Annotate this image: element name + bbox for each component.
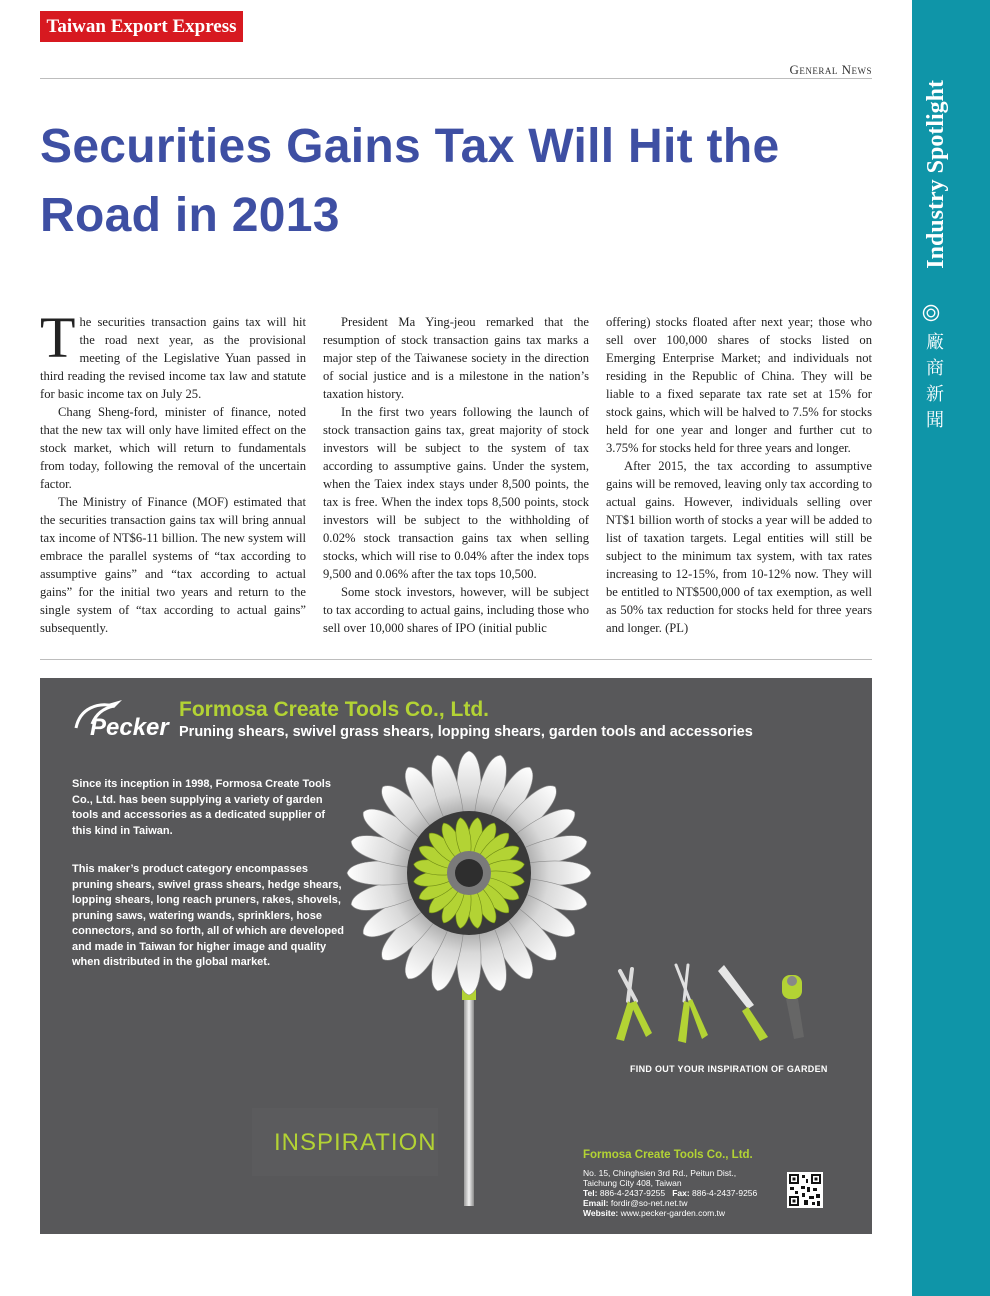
article-paragraph: In the first two years following the launch of stock transaction gains tax, great majority of stock investors will be subject to the system of tax according to assumptive gains. Under the system, when the Taiex index stays under 8,500 points, the tax is free. When the index tops 8,500 points, stock investors will be subject to the withholding of 0.02% stock transaction gains tax when selling stocks, which will rise to 0.04% after the index tops 9,500 and 0.06% after the tax tops 10,500. <box>323 405 589 581</box>
header-divider <box>40 78 872 79</box>
ad-paragraph: Since its inception in 1998, Formosa Create Tools Co., Ltd. has been supplying a variety of garden tools and accessories as a dedicated supplier of this kind in Taiwan. <box>72 778 331 837</box>
ad-paragraph: This maker’s product category encompasses pruning shears, swivel grass shears, hedge shears, lopping shears, long reach pruners, rakes, shovels, pruning saws, watering wands, sprinklers, hose connectors, and so forth, all of which are developed and made in Taiwan for higher image and quality when distributed in the global market. <box>72 863 344 968</box>
article-column-2 <box>323 313 589 637</box>
sidebar-cjk-char: 新 <box>926 384 944 405</box>
publication-badge: Taiwan Export Express <box>40 11 243 42</box>
sidebar-cjk-char: 廠 <box>926 332 944 353</box>
sidebar-cjk-char: 商 <box>926 358 944 379</box>
article-paragraph: The Ministry of Finance (MOF) estimated that the securities transaction gains tax will bring annual tax income of NT$6-11 billion. The new system will embrace the parallel systems of “tax according to assumptive gains” and “tax according to actual gains” for the initial two years and return to the single system of “tax according to actual gains” subsequently. <box>40 495 306 635</box>
article-paragraph: After 2015, the tax according to assumptive gains will be removed, leaving only tax according to actual gains. However, individuals selling over NT$1 billion worth of stocks a year will be added to list of taxation targets. Legal entities will still be subject to the minimum tax system, with tax rates increasing to 12-15%, from 10-12% now. They will be entitled to NT$500,000 of tax exemption, as well as 50% tax reduction for stocks held for three years and longer. (PL) <box>606 459 872 635</box>
advertisement <box>40 678 872 1234</box>
article-paragraph: Some stock investors, however, will be subject to tax according to actual gains, including those who sell over 10,000 shares of IPO (initial public <box>323 585 589 635</box>
contact-phone: Tel: 886-4-2437-9255 Fax: 886-4-2437-9256 <box>583 1188 758 1198</box>
sidebar-title: Industry Spotlight <box>923 80 949 269</box>
article-title: Securities Gains Tax Will Hit the Road in 2013 <box>40 120 780 242</box>
sidebar-cjk-char: 聞 <box>926 410 944 431</box>
article-column-3 <box>606 313 872 637</box>
ad-company-name: Formosa Create Tools Co., Ltd. <box>179 698 489 721</box>
article-paragraph: President Ma Ying-jeou remarked that the resumption of stock transaction gains tax marks a major step of the Taiwanese society in the direction of social justice and is a milestone in the nation’s taxation history. <box>323 315 589 401</box>
inspiration-text: INSPIRATION <box>274 1129 437 1156</box>
garden-tools-illustration <box>606 961 826 1051</box>
pecker-logo-text: Pecker <box>90 714 169 741</box>
qr-code-icon <box>787 1172 823 1208</box>
sidebar-cjk-label <box>920 330 950 434</box>
contact-email: Email: fordir@so-net.net.tw <box>583 1198 688 1208</box>
article-column-1 <box>40 305 306 637</box>
article-paragraph: he securities transaction gains tax will hit the road next year, as the provisional meeting of the Legislative Yuan passed in third reading the revised income tax law and statute for basic income tax on July 25. <box>40 315 306 401</box>
contact-address-line: Taichung City 408, Taiwan <box>583 1178 682 1188</box>
contact-website: Website: www.pecker-garden.com.tw <box>583 1208 726 1218</box>
section-label: General News <box>789 62 872 77</box>
article-paragraph: Chang Sheng-ford, minister of finance, noted that the new tax will only have limited effect on the stock market, which will return to fundamentals from today, following the removal of the uncertain factor. <box>40 405 306 491</box>
ad-slogan: FIND OUT YOUR INSPIRATION OF GARDEN <box>630 1064 828 1074</box>
contact-company-name: Formosa Create Tools Co., Ltd. <box>583 1149 753 1161</box>
ad-divider <box>40 659 872 660</box>
ad-tagline: Pruning shears, swivel grass shears, lopping shears, garden tools and accessories <box>179 724 753 740</box>
double-circle-icon <box>922 304 940 322</box>
drop-cap: T <box>40 305 76 370</box>
contact-address-line: No. 15, Chinghsien 3rd Rd., Peitun Dist., <box>583 1168 737 1178</box>
article-paragraph: offering) stocks floated after next year; those who sell over 100,000 shares of stocks listed on Emerging Enterprise Market; and individuals not residing in the Republic of China. They will be liable to a fixed separate tax rate set at 15% for stock gains, which will be halved to 7.5% for stocks held for one year and longer and further cut to 3.75% for stocks held for three years and longer. <box>606 315 872 455</box>
